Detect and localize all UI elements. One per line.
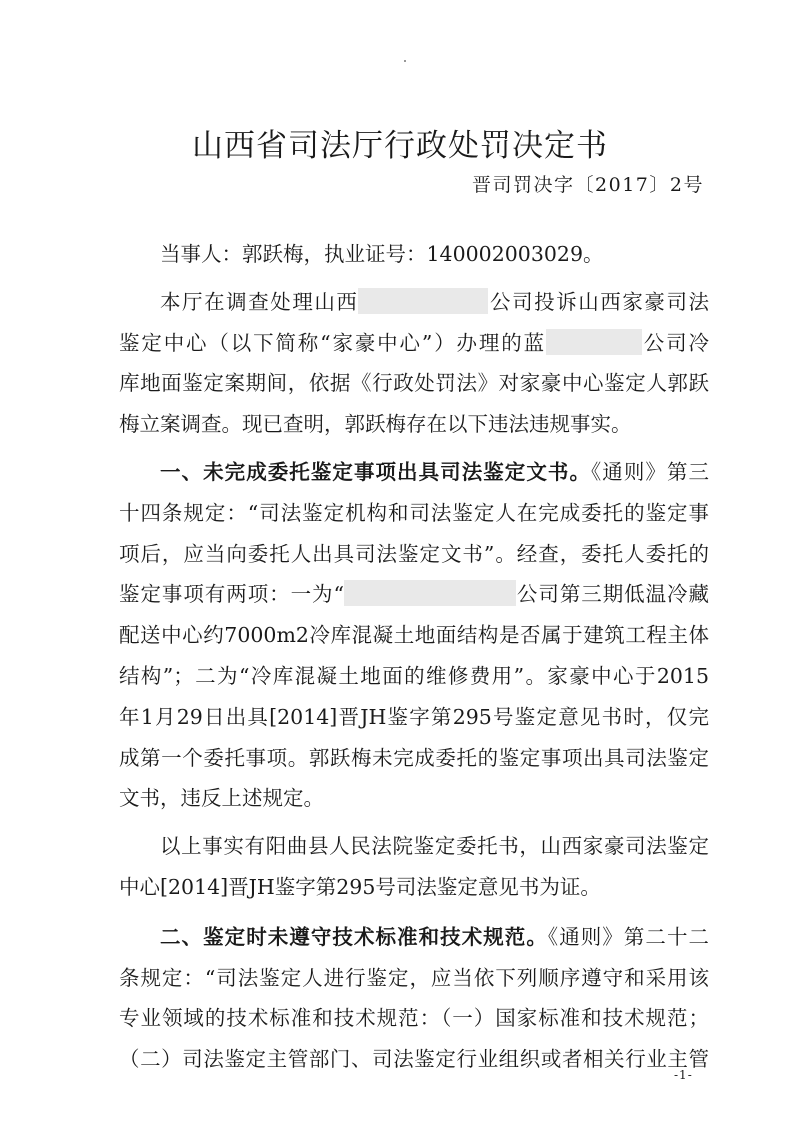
section2-line-2: 条规定：“司法鉴定人进行鉴定，应当依下列顺序遵守和采用该 — [119, 965, 709, 990]
document-number: 晋司罚决字〔2017〕2号 — [472, 174, 704, 196]
section2-line-1: 二、鉴定时未遵守技术标准和技术规范。《通则》第二十二 — [160, 924, 710, 949]
section1-line-2: 十四条规定：“司法鉴定机构和司法鉴定人在完成委托的鉴定事 — [119, 500, 709, 525]
document-title: 山西省司法厅行政处罚决定书 — [192, 128, 608, 164]
document-body — [119, 234, 709, 1080]
section1-heading: 一、未完成委托鉴定事项出具司法鉴定文书。 — [160, 459, 591, 484]
section1-line-3: 项后，应当向委托人出具司法鉴定文书”。经查，委托人委托的 — [119, 541, 709, 566]
section2-line-3: 专业领域的技术标准和技术规范：（一）国家标准和技术规范； — [119, 1006, 709, 1031]
section2-heading: 二、鉴定时未遵守技术标准和技术规范。 — [160, 924, 548, 949]
party-line: 当事人：郭跃梅，执业证号：140002003029。 — [160, 242, 604, 266]
section1-line-1: 一、未完成委托鉴定事项出具司法鉴定文书。《通则》第三 — [160, 459, 709, 484]
section1-line-8: 成第一个委托事项。郭跃梅未完成委托的鉴定事项出具司法鉴定 — [119, 745, 709, 770]
redaction-box — [546, 329, 642, 355]
intro-line-2: 鉴定中心（以下简称“家豪中心”）办理的蓝 公司冷 — [119, 330, 710, 355]
redaction-box — [344, 580, 516, 606]
intro-line-4: 梅立案调查。现已查明，郭跃梅存在以下违法违规事实。 — [119, 412, 632, 437]
scan-mark — [404, 60, 406, 62]
section1-line-9: 文书，违反上述规定。 — [119, 786, 324, 811]
section1-line-5: 配送中心约7000m2冷库混凝土地面结构是否属于建筑工程主体 — [119, 623, 709, 648]
evidence-line-2: 中心[2014]晋JH鉴字第295号司法鉴定意见书为证。 — [119, 874, 601, 899]
page-number: -1- — [674, 1068, 693, 1082]
intro-line-1: 本厅在调查处理山西 公司投诉山西家豪司法 — [160, 289, 710, 314]
section1-line-4: 鉴定事项有两项：一为“ 公司第三期低温冷藏 — [119, 582, 710, 607]
evidence-line-1: 以上事实有阳曲县人民法院鉴定委托书，山西家豪司法鉴定 — [160, 834, 709, 859]
redaction-box — [358, 288, 488, 314]
section1-line-7: 年1月29日出具[2014]晋JH鉴字第295号鉴定意见书时，仅完 — [119, 704, 709, 729]
section2-line-4: （二）司法鉴定主管部门、司法鉴定行业组织或者相关行业主管 — [119, 1047, 709, 1072]
intro-line-3: 库地面鉴定案期间，依据《行政处罚法》对家豪中心鉴定人郭跃 — [119, 371, 709, 396]
section1-line-6: 结构”；二为“冷库混凝土地面的维修费用”。家豪中心于2015 — [119, 663, 709, 688]
